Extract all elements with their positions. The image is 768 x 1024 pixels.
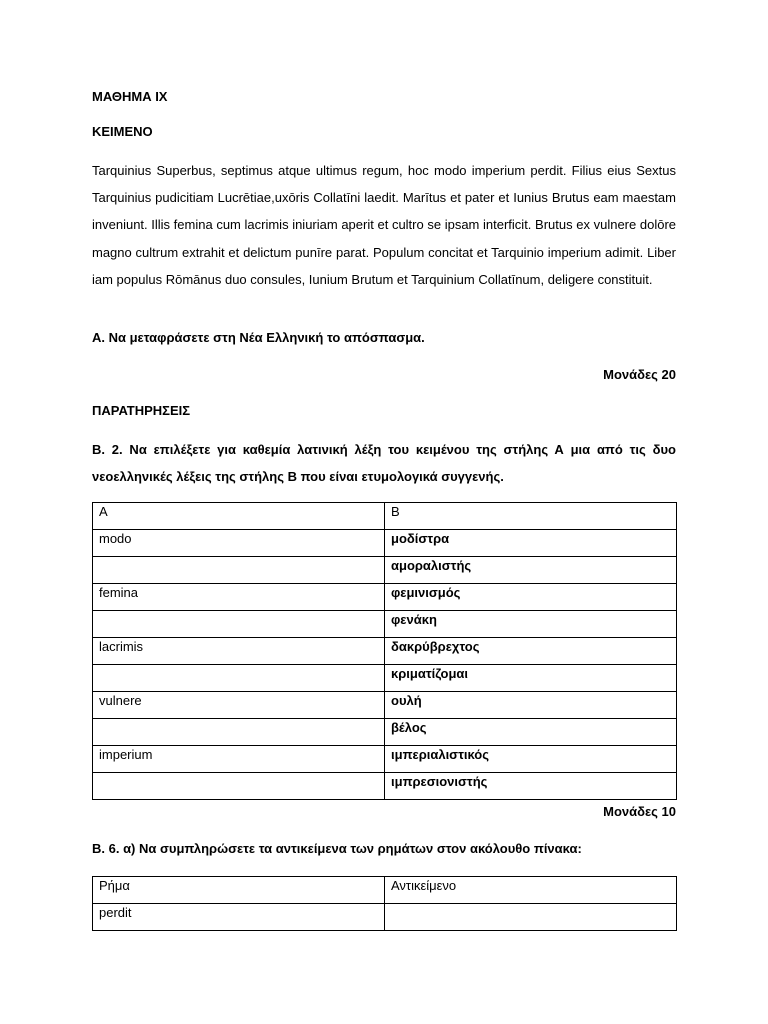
greek-word-cell: ιμπεριαλιστικός	[385, 746, 677, 773]
latin-word-cell: imperium	[93, 746, 385, 773]
greek-word-cell: ουλή	[385, 692, 677, 719]
table-row	[93, 611, 677, 638]
table-row	[93, 719, 677, 746]
latin-word-cell: vulnere	[93, 692, 385, 719]
latin-word-cell	[93, 557, 385, 584]
points-b2: Μονάδες 10	[603, 804, 676, 819]
latin-word-cell	[93, 719, 385, 746]
table-row	[93, 746, 677, 773]
latin-word-cell	[93, 773, 385, 800]
question-a: Α. Να μεταφράσετε στη Νέα Ελληνική το απόσπασμα.	[92, 330, 425, 345]
greek-word-cell: βέλος	[385, 719, 677, 746]
latin-word-cell	[93, 665, 385, 692]
question-b2: Β. 2. Να επιλέξετε για καθεμία λατινική λέξη του κειμένου της στήλης Α μια από τις δυο νεοελληνικές λέξεις της στήλης Β που είναι ετυμολογικά συγγενής.	[92, 442, 676, 484]
latin-word-cell	[93, 611, 385, 638]
table-row	[93, 557, 677, 584]
latin-word-cell: lacrimis	[93, 638, 385, 665]
points-a: Μονάδες 20	[603, 367, 676, 382]
greek-word-cell: κριματίζομαι	[385, 665, 677, 692]
table-row	[93, 773, 677, 800]
table-row	[93, 638, 677, 665]
latin-word-cell: femina	[93, 584, 385, 611]
table-header-row	[93, 877, 677, 904]
verb-cell: perdit	[93, 904, 385, 931]
table-row	[93, 584, 677, 611]
greek-word-cell: δακρύβρεχτος	[385, 638, 677, 665]
greek-word-cell: φεμινισμός	[385, 584, 677, 611]
greek-word-cell: ιμπρεσιονιστής	[385, 773, 677, 800]
etymology-table	[92, 502, 677, 800]
table-header-row	[93, 503, 677, 530]
column-b-header: B	[385, 503, 677, 530]
table-row	[93, 904, 677, 931]
greek-word-cell: μοδίστρα	[385, 530, 677, 557]
notes-heading: ΠΑΡΑΤΗΡΗΣΕΙΣ	[92, 403, 191, 418]
greek-word-cell: φενάκη	[385, 611, 677, 638]
object-column-header: Αντικείμενο	[385, 877, 677, 904]
table-row	[93, 665, 677, 692]
question-b6: Β. 6. α) Να συμπληρώσετε τα αντικείμενα των ρημάτων στον ακόλουθο πίνακα:	[92, 841, 582, 856]
lesson-title: ΜΑΘΗΜΑ ΙΧ	[92, 89, 168, 104]
table-row	[93, 530, 677, 557]
latin-word-cell: modo	[93, 530, 385, 557]
text-heading: ΚΕΙΜΕΝΟ	[92, 124, 153, 139]
latin-passage: Tarquinius Superbus, septimus atque ultimus regum, hoc modo imperium perdit. Filius eius Sextus Tarquinius pudicitiam Lucrētiae,uxōris Collatīni laedit. Marītus et pater et Iunius Brutus eam maestam inveniunt. Illis femina cum lacrimis iniuriam aperit et cultro se ipsam interficit. Brutus ex vulnere dolōre magno cultrum extrahit et delictum punīre parat. Populum concitat et Tarquinio imperium adimit. Liber iam populus Rōmānus duo consules, Iunium Brutum et Tarquinium Collatīnum, deligere constituit.	[92, 163, 676, 287]
object-cell[interactable]	[385, 904, 677, 931]
verb-object-table	[92, 876, 677, 931]
column-a-header: A	[93, 503, 385, 530]
greek-word-cell: αμοραλιστής	[385, 557, 677, 584]
table-row	[93, 692, 677, 719]
verb-column-header: Ρήμα	[93, 877, 385, 904]
